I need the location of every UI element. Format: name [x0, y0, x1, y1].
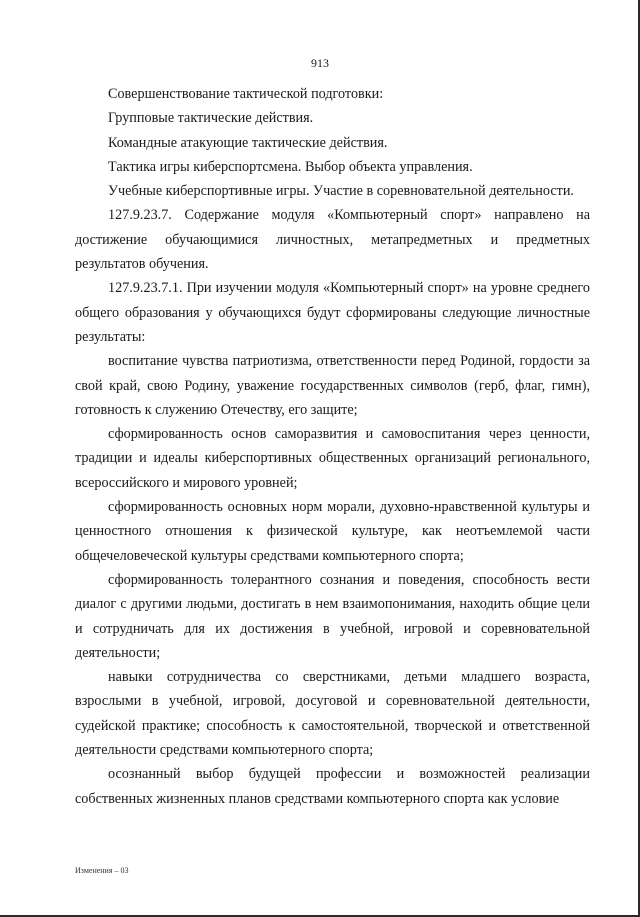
paragraph-moral-norms: сформированность основных норм морали, духовно-нравственной культуры и ценностного отношения к физической культуре, как неотъемлемой части общечеловеческой культуры средствами компьютерного спорта; — [75, 499, 590, 564]
paragraph-tolerance: сформированность толерантного сознания и поведения, способность вести диалог с другими людьми, достигать в нем взаимопонимания, находить общие цели и сотрудничать для их достижения в учебной, игровой и соревновательной деятельности; — [75, 571, 590, 661]
paragraph-self-development: сформированность основ саморазвития и самовоспитания через ценности, традиции и идеалы киберспортивных общественных организаций регионального, всероссийского и мирового уровней; — [75, 426, 590, 491]
paragraph-module-content: 127.9.23.7. Содержание модуля «Компьютерный спорт» направлено на достижение обучающимися личностных, метапредметных и предметных результатов обучения. — [75, 207, 590, 273]
paragraph-career-choice: осознанный выбор будущей профессии и возможностей реализации собственных жизненных планов средствами компьютерного спорта как условие — [75, 766, 590, 807]
document-body — [75, 82, 590, 811]
paragraph-patriotism: воспитание чувства патриотизма, ответственности перед Родиной, гордости за свой край, свою Родину, уважение государственных символов (герб, флаг, гимн), готовность к служению Отечеству, его защите; — [75, 353, 590, 418]
paragraph-team-attack-tactics: Командные атакующие тактические действия. — [108, 134, 388, 151]
footer-revision-note: Изменения – 03 — [75, 866, 129, 875]
paragraph-cooperation-skills: навыки сотрудничества со сверстниками, детьми младшего возраста, взрослыми в учебной, игровой, досуговой и соревновательной деятельности, судейской практике; способность к самостоятельной, творческой и ответственной деятельности средствами компьютерного спорта; — [75, 669, 590, 759]
paragraph-tactical-training: Совершенствование тактической подготовки: — [108, 86, 384, 102]
paragraph-esports-player-tactics: Тактика игры киберспортсмена. Выбор объекта управления. — [108, 158, 473, 175]
page-number: 913 — [311, 56, 329, 70]
paragraph-group-tactics: Групповые тактические действия. — [108, 110, 314, 127]
paragraph-training-games: Учебные киберспортивные игры. Участие в соревновательной деятельности. — [108, 183, 574, 200]
paragraph-personal-results-intro: 127.9.23.7.1. При изучении модуля «Компьютерный спорт» на уровне среднего общего образования у обучающихся будут сформированы следующие личностные результаты: — [75, 280, 590, 345]
